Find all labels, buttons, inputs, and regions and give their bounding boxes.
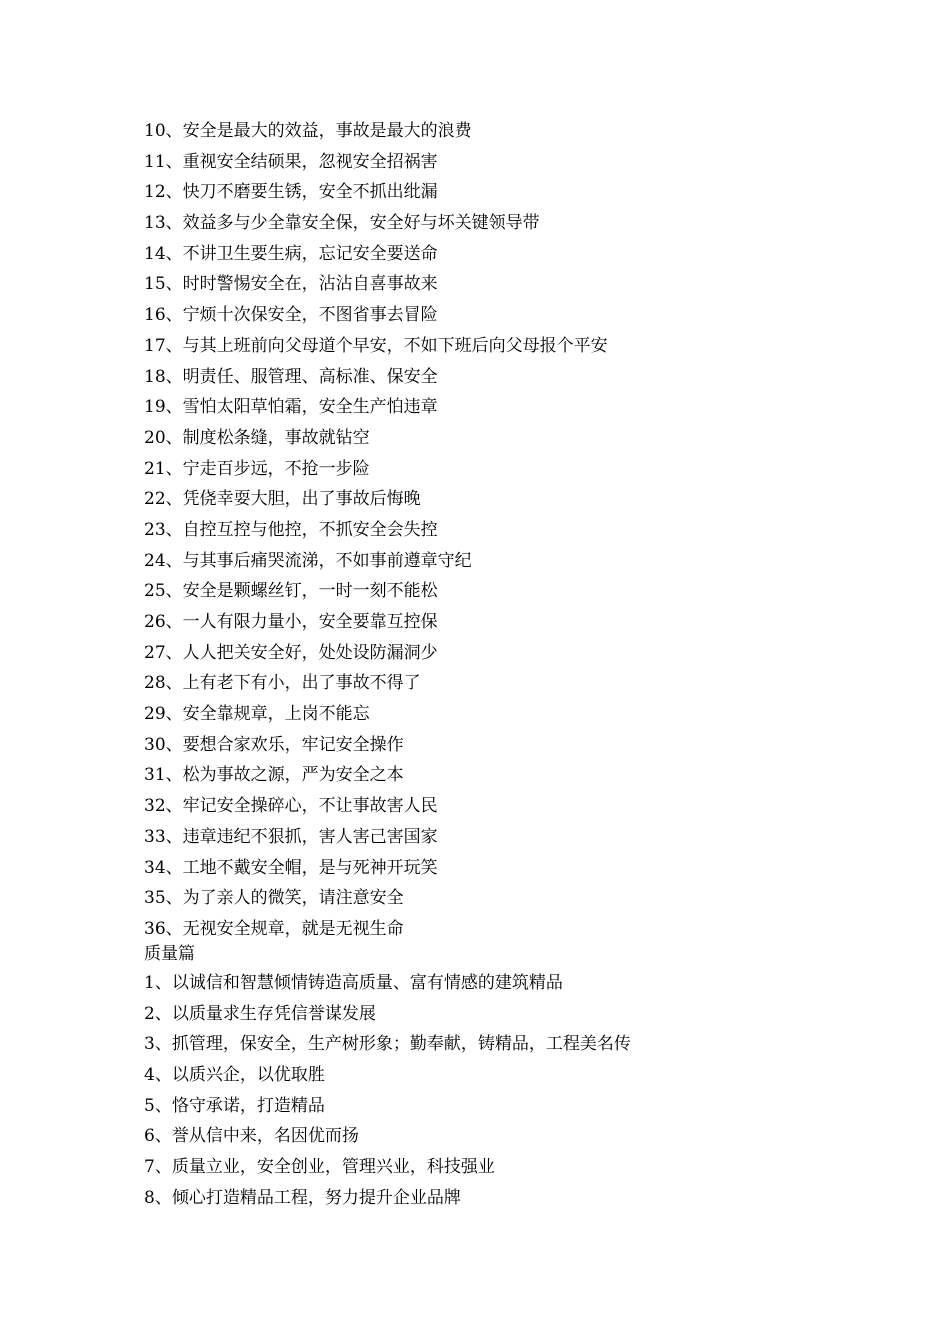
- list-item: 26、一人有限力量小，安全要靠互控保: [144, 612, 438, 632]
- list-item: 21、宁走百步远，不抢一步险: [144, 458, 370, 479]
- list-item: 27、人人把关安全好，处处设防漏洞少: [144, 642, 438, 663]
- list-item: 28、上有老下有小，出了事故不得了: [144, 673, 421, 694]
- list-item: 18、明责任、服管理、高标准、保安全: [144, 366, 438, 387]
- list-item: 7、质量立业，安全创业，管理兴业，科技强业: [144, 1157, 495, 1178]
- list-item: 13、效益多与少全靠安全保，安全好与坏关键领导带: [144, 213, 540, 234]
- quality-slogan-list: [144, 968, 864, 1214]
- list-item: 6、誉从信中来，名因优而扬: [144, 1126, 359, 1147]
- list-item: 11、重视安全结硕果，忽视安全招祸害: [144, 151, 438, 172]
- quality-section-heading: 质量篇: [144, 944, 195, 964]
- list-item: 1、以诚信和智慧倾情铸造高质量、富有情感的建筑精品: [144, 973, 563, 993]
- list-item: 2、以质量求生存凭信誉谋发展: [144, 1003, 376, 1024]
- list-item: 32、牢记安全操碎心，不让事故害人民: [144, 796, 438, 817]
- list-item: 12、快刀不磨要生锈，安全不抓出纰漏: [144, 182, 438, 203]
- list-item: 30、要想合家欢乐，牢记安全操作: [144, 734, 404, 755]
- list-item: 34、工地不戴安全帽，是与死神开玩笑: [144, 857, 438, 878]
- list-item: 10、安全是最大的效益，事故是最大的浪费: [144, 121, 472, 141]
- safety-slogan-list: [144, 116, 864, 945]
- list-item: 22、凭侥幸耍大胆，出了事故后悔晚: [144, 489, 421, 510]
- list-item: 36、无视安全规章，就是无视生命: [144, 918, 404, 939]
- list-item: 24、与其事后痛哭流涕，不如事前遵章守纪: [144, 550, 472, 571]
- list-item: 35、为了亲人的微笑，请注意安全: [144, 888, 404, 909]
- list-item: 33、违章违纪不狠抓，害人害己害国家: [144, 826, 438, 847]
- list-item: 15、时时警惕安全在，沾沾自喜事故来: [144, 274, 438, 295]
- list-item: 8、倾心打造精品工程，努力提升企业品牌: [144, 1187, 461, 1208]
- list-item: 20、制度松条缝，事故就钻空: [144, 427, 370, 448]
- list-item: 23、自控互控与他控，不抓安全会失控: [144, 519, 438, 540]
- list-item: 25、安全是颗螺丝钉，一时一刻不能松: [144, 581, 438, 602]
- list-item: 4、以质兴企，以优取胜: [144, 1065, 325, 1086]
- list-item: 14、不讲卫生要生病，忘记安全要送命: [144, 243, 438, 264]
- list-item: 29、安全靠规章，上岗不能忘: [144, 704, 370, 725]
- list-item: 31、松为事故之源，严为安全之本: [144, 765, 404, 786]
- list-item: 3、抓管理，保安全，生产树形象；勤奉献，铸精品，工程美名传: [144, 1034, 631, 1055]
- list-item: 17、与其上班前向父母道个早安，不如下班后向父母报个平安: [144, 335, 608, 356]
- list-item: 5、恪守承诺，打造精品: [144, 1095, 325, 1116]
- list-item: 19、雪怕太阳草怕霜，安全生产怕违章: [144, 397, 438, 418]
- list-item: 16、宁烦十次保安全，不图省事去冒险: [144, 305, 438, 326]
